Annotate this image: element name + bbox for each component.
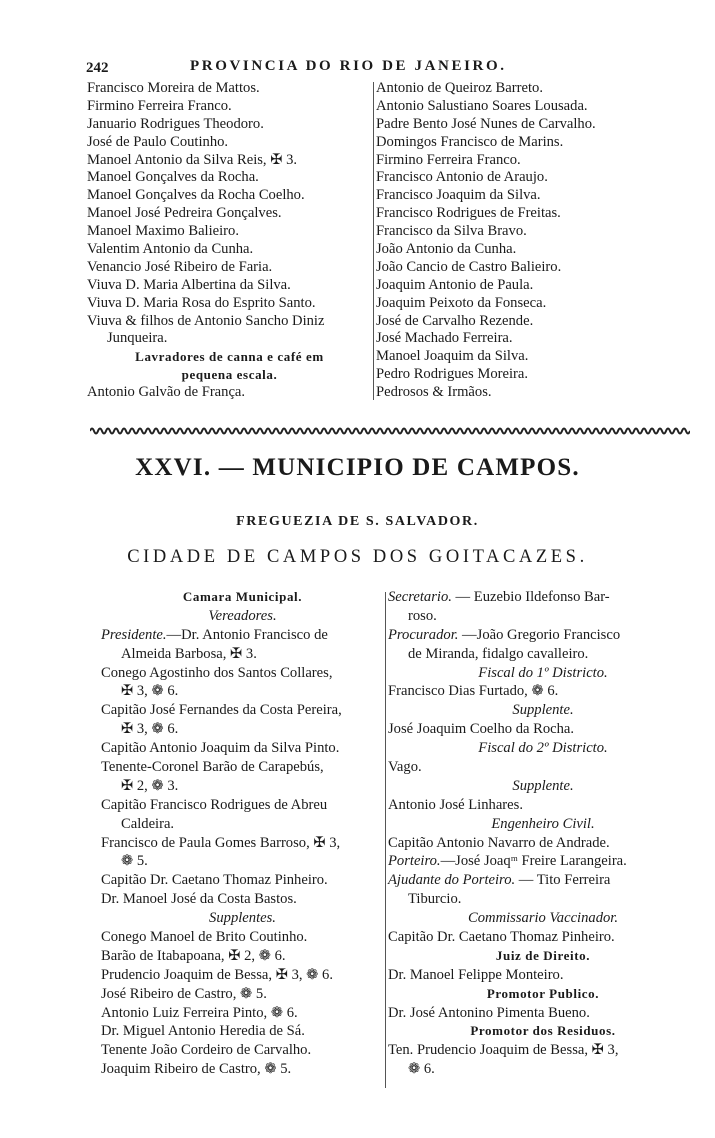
entry-continuation: de Miranda, fidalgo cavalleiro. [408, 645, 589, 662]
list-entry: Tenente-Coronel Barão de Carapebús, [101, 759, 324, 776]
subheading: Supplente. [512, 777, 574, 794]
list-entry: Venancio José Ribeiro de Faria. [87, 258, 273, 275]
list-entry: Francisco de Paula Gomes Barroso, ✠ 3, [101, 834, 341, 851]
entry-continuation: ❁ 5. [121, 853, 148, 870]
list-entry: Antonio Luiz Ferreira Pinto, ❁ 6. [101, 1004, 298, 1021]
list-entry: Joaquim Antonio de Paula. [376, 276, 534, 293]
list-entry: Dr. Manoel Felippe Monteiro. [388, 966, 564, 983]
entry-continuation: Caldeira. [121, 815, 175, 832]
list-entry: João Cancio de Castro Balieiro. [376, 258, 562, 275]
list-entry: Francisco Joaquim da Silva. [376, 187, 541, 204]
subheading: Engenheiro Civil. [491, 815, 595, 832]
list-entry [388, 588, 698, 607]
list-entry: Joaquim Peixoto da Fonseca. [376, 294, 547, 311]
subheading: Juiz de Direito. [495, 947, 591, 963]
list-entry: Manoel Gonçalves da Rocha Coelho. [87, 187, 305, 204]
list-entry: Conego Agostinho dos Santos Collares, [101, 664, 333, 681]
list-entry: Prudencio Joaquim de Bessa, ✠ 3, ❁ 6. [101, 966, 333, 983]
subheading: Supplente. [512, 702, 574, 719]
list-entry [388, 871, 698, 890]
bottom-left-column [101, 588, 384, 1079]
entry-continuation: ✠ 3, ❁ 6. [121, 721, 179, 738]
list-entry: Tenente João Cordeiro de Carvalho. [101, 1042, 312, 1059]
list-entry: Antonio Galvão de França. [87, 384, 246, 401]
role-holder: —João Gregorio Francisco [458, 626, 621, 643]
list-entry: João Antonio da Cunha. [376, 241, 517, 258]
parish-heading: FREGUEZIA DE S. SALVADOR. [236, 514, 479, 529]
list-entry: Manoel Antonio da Silva Reis, ✠ 3. [87, 151, 298, 168]
list-entry: Padre Bento José Nunes de Carvalho. [376, 115, 596, 132]
list-entry: Antonio de Queiroz Barreto. [376, 80, 543, 96]
role-label: Ajudante do Porteiro. [388, 872, 516, 889]
bottom-right-column [388, 588, 698, 1079]
list-entry: Ten. Prudencio Joaquim de Bessa, ✠ 3, [388, 1042, 619, 1059]
list-entry: Viuva & filhos de Antonio Sancho Diniz [87, 312, 325, 329]
list-entry: Francisco Rodrigues de Freitas. [376, 205, 561, 222]
subheading: Promotor dos Residuos. [470, 1023, 616, 1039]
list-entry: Viuva D. Maria Albertina da Silva. [87, 276, 291, 293]
list-entry: Dr. Manoel José da Costa Bastos. [101, 891, 297, 908]
list-entry: Manoel José Pedreira Gonçalves. [87, 205, 282, 222]
entry-continuation: Tiburcio. [408, 891, 462, 908]
list-entry: Antonio Salustiano Soares Lousada. [376, 97, 588, 114]
role-holder: — Euzebio Ildefonso Bar- [451, 589, 610, 605]
entry-continuation: roso. [408, 607, 437, 624]
running-title: PROVINCIA DO RIO DE JANEIRO. [190, 58, 507, 74]
entry-continuation: ❁ 6. [408, 1061, 435, 1078]
top-left-column [87, 80, 372, 402]
list-entry: Conego Manoel de Brito Coutinho. [101, 929, 308, 946]
list-entry: Domingos Francisco de Marins. [376, 133, 564, 150]
subheading: Supplentes. [209, 910, 276, 927]
list-entry: José de Paulo Coutinho. [87, 133, 229, 150]
role-label: Presidente. [101, 626, 167, 643]
list-entry: Capitão Antonio Navarro de Andrade. [388, 834, 610, 851]
list-entry [388, 852, 698, 871]
entry-continuation: ✠ 3, ❁ 6. [121, 683, 179, 700]
role-label: Procurador. [388, 626, 459, 643]
list-entry: José Ribeiro de Castro, ❁ 5. [101, 985, 267, 1002]
entry-continuation: ✠ 2, ❁ 3. [121, 777, 179, 794]
list-entry: Manoel Maximo Balieiro. [87, 223, 239, 240]
entry-continuation: Junqueira. [107, 330, 168, 347]
list-entry: Joaquim Ribeiro de Castro, ❁ 5. [101, 1061, 292, 1078]
wavy-section-divider [90, 426, 690, 436]
subheading: Camara Municipal. [182, 589, 303, 604]
list-entry: Capitão Antonio Joaquim da Silva Pinto. [101, 740, 340, 757]
list-entry: Firmino Ferreira Franco. [376, 151, 521, 168]
list-entry: Pedrosos & Irmãos. [376, 384, 492, 401]
role-label: Secretario. [388, 589, 452, 605]
list-entry: José Joaquim Coelho da Rocha. [388, 721, 575, 738]
subheading: Commissario Vaccinador. [468, 910, 618, 927]
subheading: pequena escala. [181, 367, 278, 383]
role-label: Porteiro. [388, 853, 441, 870]
list-entry: José Machado Ferreira. [376, 330, 513, 347]
subheading: Vereadores. [208, 607, 277, 624]
top-right-column [376, 80, 696, 402]
list-entry: Januario Rodrigues Theodoro. [87, 115, 264, 132]
subheading: Fiscal do 2º Districto. [478, 740, 608, 757]
role-holder: —José Joaqᵐ Freire Larangeira. [440, 853, 627, 870]
list-entry: Manoel Joaquim da Silva. [376, 348, 529, 365]
subheading: Promotor Publico. [486, 985, 600, 1001]
list-entry: Francisco Dias Furtado, ❁ 6. [388, 683, 559, 700]
subheading: Lavradores de canna e café em [135, 349, 324, 365]
list-entry: Capitão Dr. Caetano Thomaz Pinheiro. [388, 929, 615, 946]
list-entry: Capitão Dr. Caetano Thomaz Pinheiro. [101, 872, 328, 889]
list-entry: Viuva D. Maria Rosa do Esprito Santo. [87, 294, 316, 311]
role-holder: —Dr. Antonio Francisco de [166, 626, 328, 643]
list-entry: Francisco da Silva Bravo. [376, 223, 527, 240]
list-entry: Firmino Ferreira Franco. [87, 97, 232, 114]
list-entry: Barão de Itabapoana, ✠ 2, ❁ 6. [101, 947, 286, 964]
list-entry: Pedro Rodrigues Moreira. [376, 366, 528, 383]
list-entry: Valentim Antonio da Cunha. [87, 241, 254, 258]
list-entry: Manoel Gonçalves da Rocha. [87, 169, 259, 186]
list-entry [101, 626, 384, 645]
list-entry: José de Carvalho Rezende. [376, 312, 534, 329]
section-title: XXVI. — MUNICIPIO DE CAMPOS. [135, 454, 580, 481]
list-entry: Dr. Miguel Antonio Heredia de Sá. [101, 1023, 305, 1040]
list-entry: Antonio José Linhares. [388, 796, 523, 813]
list-entry: Francisco Antonio de Araujo. [376, 169, 548, 186]
city-heading: CIDADE DE CAMPOS DOS GOITACAZES. [127, 547, 588, 567]
list-entry: Capitão José Fernandes da Costa Pereira, [101, 702, 342, 719]
list-entry: Francisco Moreira de Mattos. [87, 80, 260, 96]
list-entry: Dr. José Antonino Pimenta Bueno. [388, 1004, 590, 1021]
subheading: Fiscal do 1º Districto. [478, 664, 608, 681]
role-holder: — Tito Ferreira [515, 872, 611, 889]
column-divider [373, 82, 374, 400]
list-entry: Capitão Francisco Rodrigues de Abreu [101, 796, 328, 813]
page-number: 242 [86, 60, 109, 76]
entry-continuation: Almeida Barbosa, ✠ 3. [121, 645, 257, 662]
column-divider [385, 592, 386, 1088]
list-entry: Vago. [388, 759, 422, 776]
list-entry [388, 626, 698, 645]
